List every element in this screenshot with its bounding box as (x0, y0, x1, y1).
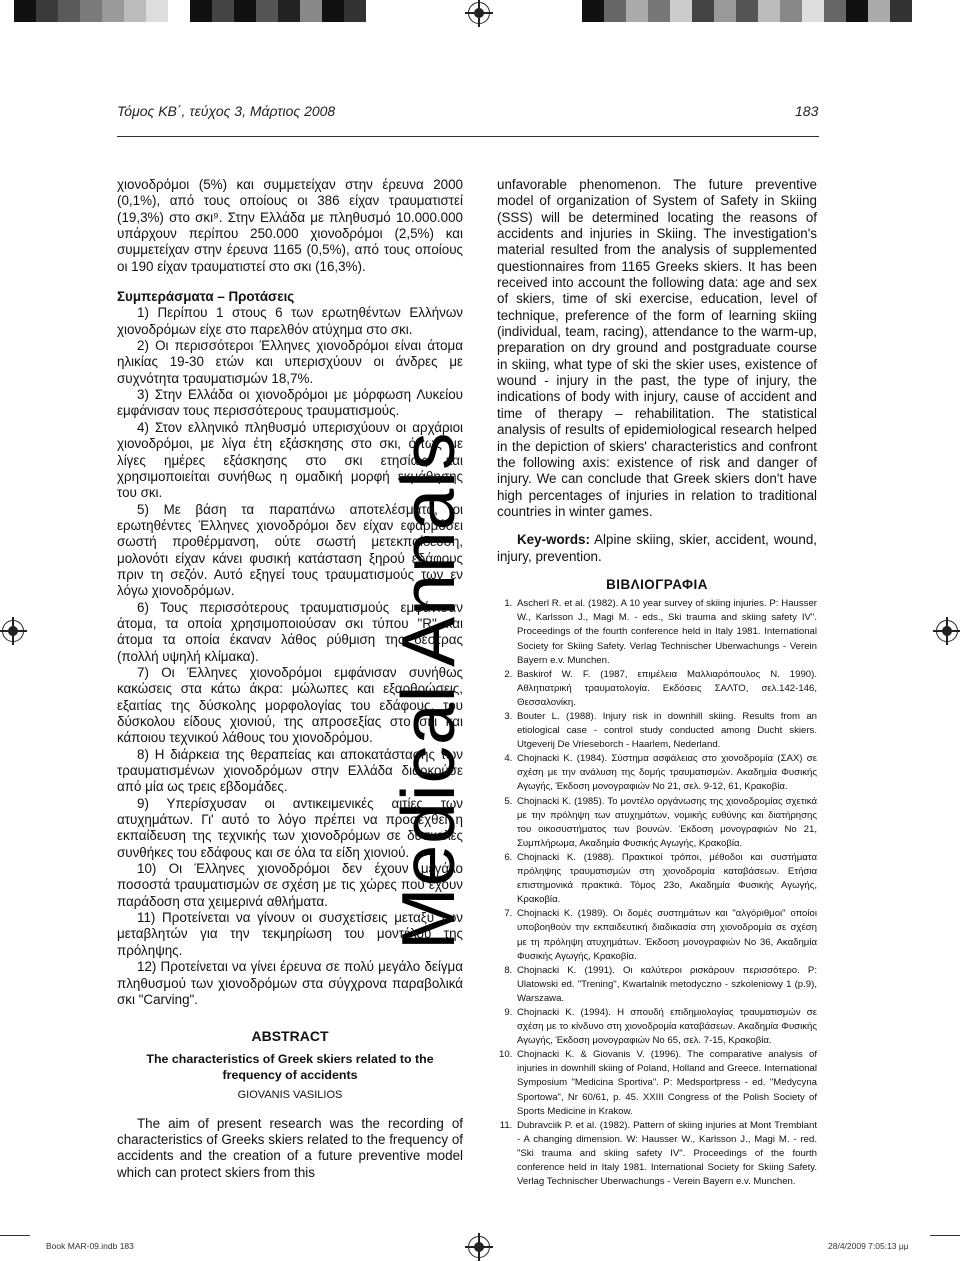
reference-item: 8. Chojnacki K. (1991). Οι καλύτεροι ρισκάρουν περισσότερο. P: Ulatowski ed. "Trening", Kwartalnik metodyczno - szkoleniowy 1 (p.9), Warszawa. (515, 964, 817, 1006)
reference-item: 6. Chojnacki K. (1988). Πρακτικοί τρόποι, μέθοδοι και συστήματα πρόληψης τραυματισμών στη χιονοδρομία καταβάσεων. Ετήσια επιστημονικά πρακτικά. Τόμος 23ο, Ακαδημία Φυσικής Αγωγής, Κρακοβία. (515, 851, 817, 907)
abstract-body-start: The aim of present research was the recording of characteristics of Greeks skiers related to the frequency of accidents and the creation of a future preventive model which can protect skiers from this (117, 1115, 463, 1180)
keywords-text: Alpine skiing, skier, accident, wound, injury, prevention. (497, 532, 817, 564)
reference-item: 2. Baskirof W. F. (1987, επιμέλεια Μαλλιαρόπουλος Ν. 1990). Αθλητιατρική τραυματολογία. Εκδόσεις ΣΑΛΤΟ, σελ.142-146, Θεσσαλονίκη. (515, 668, 817, 710)
reference-item: 7. Chojnacki K. (1989). Οι δομές συστημάτων και "αλγόριθμοι" οποίοι υποβοηθούν την εκπαιδευτική διαδικασία στη χιονοδρομία σε σχέση με τη πρόληψη ατυχημάτων. Έκδοση μονογραφιών Νο 36, Ακαδημία Φυσικής Αγωγής, Κρακοβία. (515, 907, 817, 963)
abstract-title: The characteristics of Greek skiers related to the frequency of accidents (146, 1051, 434, 1082)
conclusion-item: 8) Η διάρκεια της θεραπείας και αποκατάστασης των τραυματισμένων χιονοδρόμων στην Ελλάδα διαρκούσε από μία ως τρεις εβδομάδες. (117, 746, 463, 795)
registration-mark-icon (936, 620, 958, 642)
crop-mark (0, 1235, 30, 1236)
reference-item: 4. Chojnacki K. (1984). Σύστημα ασφάλειας στο χιονοδρομία (ΣΑΧ) σε σχέση με την ανάλυση της δομής τραυματισμών. Ακαδημία Φυσικής Αγωγής, Έκδοση μονογραφιών Νο 21, σελ. 9-12, 61, Κρακοβία. (515, 752, 817, 794)
conclusion-item: 10) Οι Έλληνες χιονοδρόμοι δεν έχουν μεγάλο ποσοστά τραυματισμών σε σχέση με τις χώρες που έχουν παράδοση στα χειμερινά αθλήματα. (117, 861, 463, 909)
conclusion-item: 3) Στην Ελλάδα οι χιονοδρόμοι με μόρφωση Λυκείου εμφάνισαν τους περισσότερους τραυματισμούς. (117, 387, 463, 419)
abstract-body-continued: unfavorable phenomenon. The future preventive model of organization of System of Safety in Skiing (SSS) will be determined locating the reasons of accidents and injuries in Skiing. The investigation's material resulted from the analysis of supplemented questionnaires from 1165 Greeks skiers. It has been received into account the following data: age and sex of skiers, time of ski exercise, education, level of technique, preference of the form of learning skiing (individual, team, racing), attendance to the warm-up, preparation on dry ground and postgraduate course in skiing, what type of ski the skier uses, existence of wound - injury in the past, the type of injury, the indications of body with injury, cause of accident and time of therapy – rehabilitation. The statistical analysis of results of epidemiological research helped in the depiction of skiers' characteristics and confront the following axis: existence of risk and danger of injury. We can conclude that Greek skiers don't have high percentages of injuries in relation to traditional countries in winter games. (497, 177, 817, 519)
registration-mark-icon (2, 620, 24, 642)
conclusion-item: 12) Προτείνεται να γίνει έρευνα σε πολύ μεγάλο δείγμα πληθυσμού των χιονοδρόμων στα σύγχρονα παραβολικά σκι "Carving". (117, 959, 463, 1007)
reference-item: 10. Chojnacki K. & Giovanis V. (1996). The comparative analysis of injuries in downhill skiing of Poland, Holland and Greece. International Symposium "Medicina Sportiva". P: Medsportpress - ed. "Medycyna Sportowa", Nr 60/61, p. 45. XXIII Congress of the Polish Society of Sports Medicine in Krakow. (515, 1048, 817, 1118)
conclusion-item: 5) Με βάση τα παραπάνω αποτελέσματα, οι ερωτηθέντες Έλληνες χιονοδρόμοι δεν είχαν εφαρμόσει σωστή προθέρμανση, ούτε σωστή μετεκπαίδευση, μολονότι είχαν κάνει φυσική κατάσταση ξηρού εδάφους πριν τη σεζόν. Αυτό εξηγεί τους τραυματισμούς των εν λόγω χιονοδρόμων. (117, 501, 463, 599)
running-title: Τόμος ΚΒ΄, τεύχος 3, Μάρτιος 2008 (117, 103, 336, 119)
footer-timestamp: 28/4/2009 7:05:13 μμ (828, 1241, 909, 1251)
crop-mark (930, 1235, 960, 1236)
bibliography-heading: ΒΙΒΛΙΟΓΡΑΦΙΑ (606, 576, 708, 592)
left-column (117, 177, 463, 1181)
keywords-label: Key-words: (517, 532, 590, 548)
reference-item: 1. Ascherl R. et al. (1982). A 10 year survey of skiing injuries. P: Hausser W., Karlsson J., Magi M. - eds., Ski trauma and skiing safety IV". Proceedings of the fourth conference held in Italy 1981. International Society for Skiing Safety. Verlag Technischer Uberwachungs - Verein Bayern e.v. Munchen. (515, 597, 817, 667)
abstract-heading: ABSTRACT (251, 1028, 329, 1045)
conclusion-item: 4) Στον ελληνικό πληθυσμό υπερισχύουν οι αρχάριοι χιονοδρόμοι, με λίγα έτη εξάσκησης στο σκι, όπως με λίγες ημέρες εξάσκησης στο σκι ετησίως και χρησιμοποιείται συνήθως η ομαδική μορφή εκμάθησης του σκι. (117, 419, 463, 501)
conclusions-heading: Συμπεράσματα – Προτάσεις (117, 289, 295, 305)
registration-mark-icon (468, 1236, 490, 1258)
registration-mark-icon (468, 2, 490, 24)
header-rule (117, 136, 819, 137)
abstract-author: GIOVANIS VASILIOS (237, 1089, 343, 1102)
intro-paragraph: χιονοδρόμοι (5%) και συμμετείχαν στην έρευνα 2000 (0,1%), από τους οποίους οι 386 είχαν τραυματιστεί (19,3%) στο σκι⁹. Στην Ελλάδα με πληθυσμό 10.000.000 υπάρχουν περίπου 250.000 χιονοδρόμοι (2,5%) και συμμετείχαν στην έρευνα 1165 (0,5%), από τους οποίους οι 190 είχαν τραυματιστεί στο σκι (16,3%). (117, 177, 463, 274)
conclusion-item: 2) Οι περισσότεροι Έλληνες χιονοδρόμοι είναι άτομα ηλικίας 19-30 ετών και υπερισχύουν οι άνδρες με συχνότητα τραυματισμών 18,7%. (117, 338, 463, 386)
right-column (497, 177, 817, 1189)
conclusion-item: 9) Υπερίσχυσαν οι αντικειμενικές αιτίες των ατυχημάτων. Γι' αυτό το λόγο πρέπει να προσεχθεί η εκπαίδευση της τεχνικής των χιονοδρόμων σε δύσκολες συνθήκες του εδάφους και σε όλα τα είδη χιονιού. (117, 795, 463, 860)
reference-item: 3. Bouter L. (1988). Injury risk in downhill skiing. Results from an etiological case - control study conducted among Ducht skiers. Utgeverij De Vrieseborch - Haarlem, Nederland. (515, 710, 817, 752)
conclusion-item: 11) Προτείνεται να γίνουν οι συσχετίσεις μεταξύ των μεταβλητών για την τεκμηρίωση του μοντέλου της πρόληψης. (117, 910, 463, 958)
page-number: 183 (795, 103, 819, 119)
watermark: Medical Annals (386, 431, 470, 950)
conclusion-item: 1) Περίπου 1 στους 6 των ερωτηθέντων Ελλήνων χιονοδρόμων είχε στο παρελθόν ατύχημα στο σκι. (117, 305, 463, 337)
footer-file-info: Book MAR-09.indb 183 (46, 1241, 134, 1251)
reference-item: 9. Chojnacki K. (1994). Η σπουδή επιδημιολογίας τραυματισμών σε σχέση με το κίνδυνο στη χιονοδρομία καταβάσεων. Ακαδημία Φυσικής Αγωγής, Έκδοση μονογραφιών Νο 65, σελ. 7-15, Κρακοβία. (515, 1006, 817, 1048)
registration-bar-left (14, 0, 366, 22)
keywords (497, 532, 817, 565)
conclusion-item: 6) Τους περισσότερους τραυματισμούς εμφάνισαν άτομα, τα οποία χρησιμοποιούσαν σκι τύπου "R" και άτομα τα οποία έκαναν λάθος ρύθμιση της δέστρας (πολλή υψηλή κλίμακα). (117, 599, 463, 664)
conclusion-item: 7) Οι Έλληνες χιονοδρόμοι εμφάνισαν συνήθως κακώσεις στα κάτω άκρα: μώλωπες και εξαρθρώσεις, εξαιτίας της δύσκολης μορφολογίας του εδάφους, του δύσκολου είδους χιονιού, της απροσεξίας στο σκι και κάποιου τεχνικού λάθους του χιονοδρόμου. (117, 664, 463, 746)
reference-list (497, 597, 817, 1189)
reference-item: 11. Dubravciik P. et al. (1982). Pattern of skiing injuries at Mont Tremblant - A changing dimension. W: Hausser W., Karlsson J., Magi M. - red. "Ski trauma and skiing safety IV". Proceedings of the fourth conference held in Italy 1981. International Society for Skiing Safety. Verlag Technischer Uberwachungs - Verein Bayern e.v. Munchen. (515, 1119, 817, 1189)
registration-bar-right (582, 0, 912, 22)
reference-item: 5. Chojnacki K. (1985). Το μοντέλο οργάνωσης της χιονοδρομίας σχετικά με την πρόληψη των ατυχημάτων, νομικής ευθύνης και διατήρησης του οικοσυστήματος των βουνών. Έκδοση μονογραφιών Νο 21, Συμπλήρωμα, Ακαδημία Φυσικής Αγωγής, Κρακοβία. (515, 795, 817, 851)
